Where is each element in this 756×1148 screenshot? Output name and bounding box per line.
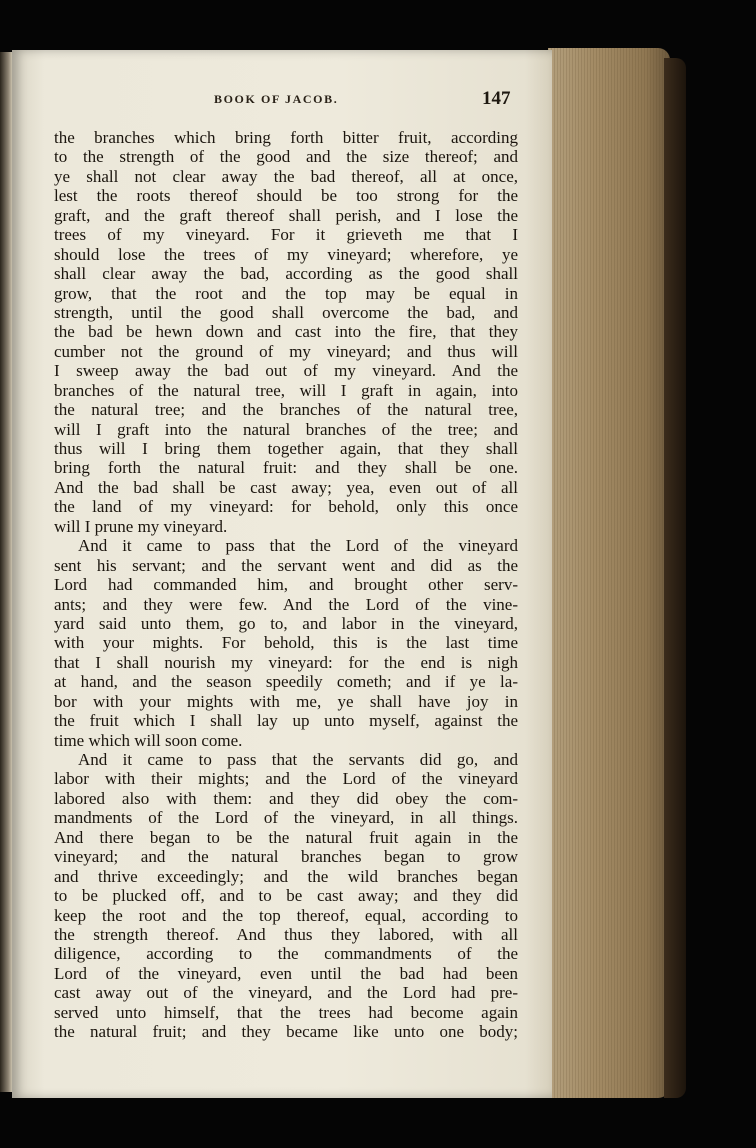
running-head: BOOK OF JACOB. [214, 92, 339, 106]
text-line: And the bad shall be cast away; yea, even out of all [54, 477, 518, 497]
text-line: should lose the trees of my vineyard; wherefore, ye [54, 244, 518, 264]
text-line: grow, that the root and the top may be equal in [54, 283, 518, 303]
text-line: thus will I bring them together again, that they shall [54, 439, 518, 458]
text-line: sent his servant; and the servant went and did as the [54, 555, 518, 575]
text-line: lest the roots thereof should be too strong for the [54, 186, 518, 206]
text-line: labor with their mights; and the Lord of the vineyard [54, 769, 518, 789]
text-line: served unto himself, that the trees had become again [54, 1002, 518, 1022]
book-spine-edge [0, 52, 12, 1092]
text-line: yard said unto them, go to, and labor in the vineyard, [54, 613, 518, 633]
text-line: the fruit which I shall lay up unto myself, against the [54, 711, 518, 731]
text-line: time which will soon come. [54, 730, 243, 750]
text-line: cumber not the ground of my vineyard; and thus will [54, 341, 518, 361]
text-line: cast away out of the vineyard, and the Lord had pre- [54, 983, 518, 1003]
page-number: 147 [482, 88, 511, 109]
text-line: vineyard; and the natural branches began to grow [54, 847, 518, 867]
page-fore-edge [548, 48, 670, 1098]
text-line: labored also with them: and they did obey the com- [54, 788, 518, 808]
text-line: the branches which bring forth bitter fruit, according [54, 128, 518, 147]
text-line: And there began to be the natural fruit again in the [54, 827, 518, 847]
text-line: at hand, and the season speedily cometh; and if ye la- [54, 672, 518, 692]
text-line: and thrive exceedingly; and the wild branches began [54, 866, 518, 886]
text-line: Lord had commanded him, and brought other serv- [54, 575, 518, 595]
text-line: that I shall nourish my vineyard: for the end is nigh [54, 652, 518, 672]
text-line: strength, until the good shall overcome the bad, and [54, 302, 518, 322]
text-line: I sweep away the bad out of my vineyard. And the [54, 361, 518, 381]
text-line: will I graft into the natural branches of the tree; and [54, 419, 518, 439]
text-line: the strength thereof. And thus they labored, with all [54, 924, 518, 944]
text-line: diligence, according to the commandments of the [54, 944, 518, 964]
text-line: bring forth the natural fruit: and they shall be one. [54, 458, 518, 478]
text-line: branches of the natural tree, will I graft in again, into [54, 380, 518, 400]
text-line: shall clear away the bad, according as the good shall [54, 264, 518, 284]
text-line: bor with your mights with me, ye shall have joy in [54, 691, 518, 711]
text-line: will I prune my vineyard. [54, 516, 228, 536]
text-line: to the strength of the good and the size thereof; and [54, 147, 518, 167]
book-back-cover [664, 58, 686, 1098]
text-line: the bad be hewn down and cast into the fire, that they [54, 322, 518, 342]
body-text [54, 128, 518, 1042]
text-line: the land of my vineyard: for behold, only this once [54, 497, 518, 517]
text-line: trees of my vineyard. For it grieveth me that I [54, 225, 518, 245]
text-line: And it came to pass that the Lord of the vineyard [78, 536, 518, 556]
text-line: ye shall not clear away the bad thereof, all at once, [54, 166, 518, 186]
text-line: the natural tree; and the branches of the natural tree, [54, 400, 518, 420]
text-line: the natural fruit; and they became like unto one body; [54, 1022, 518, 1042]
text-line: Lord of the vineyard, even until the bad had been [54, 963, 518, 983]
text-line: graft, and the graft thereof shall perish, and I lose the [54, 205, 518, 225]
text-line: with your mights. For behold, this is the last time [54, 633, 518, 653]
text-line: keep the root and the top thereof, equal, according to [54, 905, 518, 925]
text-line: to be plucked off, and to be cast away; and they did [54, 886, 518, 906]
text-line: mandments of the Lord of the vineyard, in all things. [54, 808, 518, 828]
text-line: And it came to pass that the servants did go, and [78, 750, 518, 769]
text-line: ants; and they were few. And the Lord of the vine- [54, 594, 518, 614]
